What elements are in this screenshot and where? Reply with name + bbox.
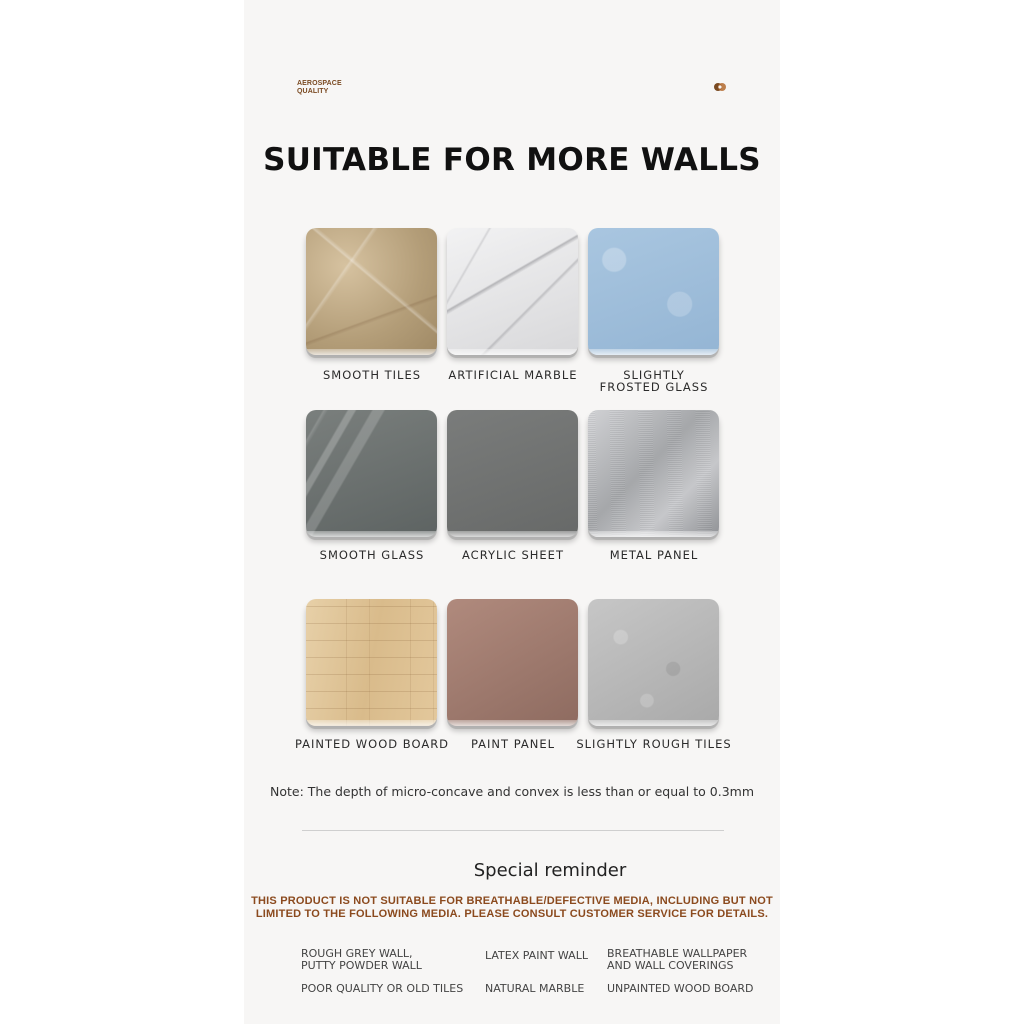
brand-line-2: QUALITY (297, 88, 329, 95)
unsuitable-media-item (485, 983, 584, 995)
unsuitable-media-item (607, 983, 753, 995)
media-item-line: BREATHABLE WALLPAPER (607, 947, 748, 960)
media-item-line: POOR QUALITY OR OLD TILES (301, 982, 464, 995)
product-info-page (244, 0, 780, 1024)
warning-line-1: THIS PRODUCT IS NOT SUITABLE FOR BREATHABLE/DEFECTIVE MEDIA, INCLUDING BUT NOT (251, 895, 773, 907)
double-circle-logo-icon (713, 82, 727, 92)
smooth-tiles-label: SMOOTH TILES (322, 368, 422, 382)
media-item-line: UNPAINTED WOOD BOARD (607, 982, 754, 995)
artificial-marble-swatch (447, 228, 578, 355)
warning-line-2: LIMITED TO THE FOLLOWING MEDIA. PLEASE CONSULT CUSTOMER SERVICE FOR DETAILS. (255, 908, 769, 920)
media-item-line: NATURAL MARBLE (485, 982, 585, 995)
frosted-glass-label-line-1: SLIGHTLY (623, 368, 685, 382)
metal-panel-swatch (588, 410, 719, 537)
acrylic-sheet-label: ACRYLIC SHEET (462, 548, 564, 562)
media-item-line: PUTTY POWDER WALL (301, 959, 422, 972)
metal-panel-label: METAL PANEL (609, 548, 699, 562)
frosted-glass-label (574, 369, 734, 393)
painted-wood-board-swatch (306, 599, 437, 726)
artificial-marble-label: ARTIFICIAL MARBLE (448, 368, 578, 382)
slightly-rough-tiles-swatch (588, 599, 719, 726)
unsuitable-media-item (607, 948, 747, 972)
media-item-line: LATEX PAINT WALL (485, 949, 588, 962)
media-item-line: AND WALL COVERINGS (607, 959, 734, 972)
smooth-glass-swatch (306, 410, 437, 537)
special-reminder-title: Special reminder (473, 860, 627, 881)
depth-note: Note: The depth of micro-concave and convex is less than or equal to 0.3mm (269, 784, 755, 799)
brand-tag (297, 80, 342, 96)
paint-panel-swatch (447, 599, 578, 726)
frosted-glass-swatch (588, 228, 719, 355)
slightly-rough-tiles-label: SLIGHTLY ROUGH TILES (576, 737, 732, 751)
unsuitable-media-item (301, 948, 422, 972)
brand-line-1: AEROSPACE (297, 80, 342, 87)
smooth-tiles-swatch (306, 228, 437, 355)
unsuitable-media-item (301, 983, 463, 995)
acrylic-sheet-swatch (447, 410, 578, 537)
page-title: SUITABLE FOR MORE WALLS (263, 142, 761, 178)
frosted-glass-label-line-2: FROSTED GLASS (599, 380, 709, 394)
painted-wood-board-label: PAINTED WOOD BOARD (294, 737, 450, 751)
unsuitable-media-warning (244, 895, 780, 921)
media-item-line: ROUGH GREY WALL, (301, 947, 413, 960)
section-divider (302, 830, 724, 831)
paint-panel-label: PAINT PANEL (470, 737, 556, 751)
unsuitable-media-item (485, 950, 588, 962)
smooth-glass-label: SMOOTH GLASS (319, 548, 425, 562)
